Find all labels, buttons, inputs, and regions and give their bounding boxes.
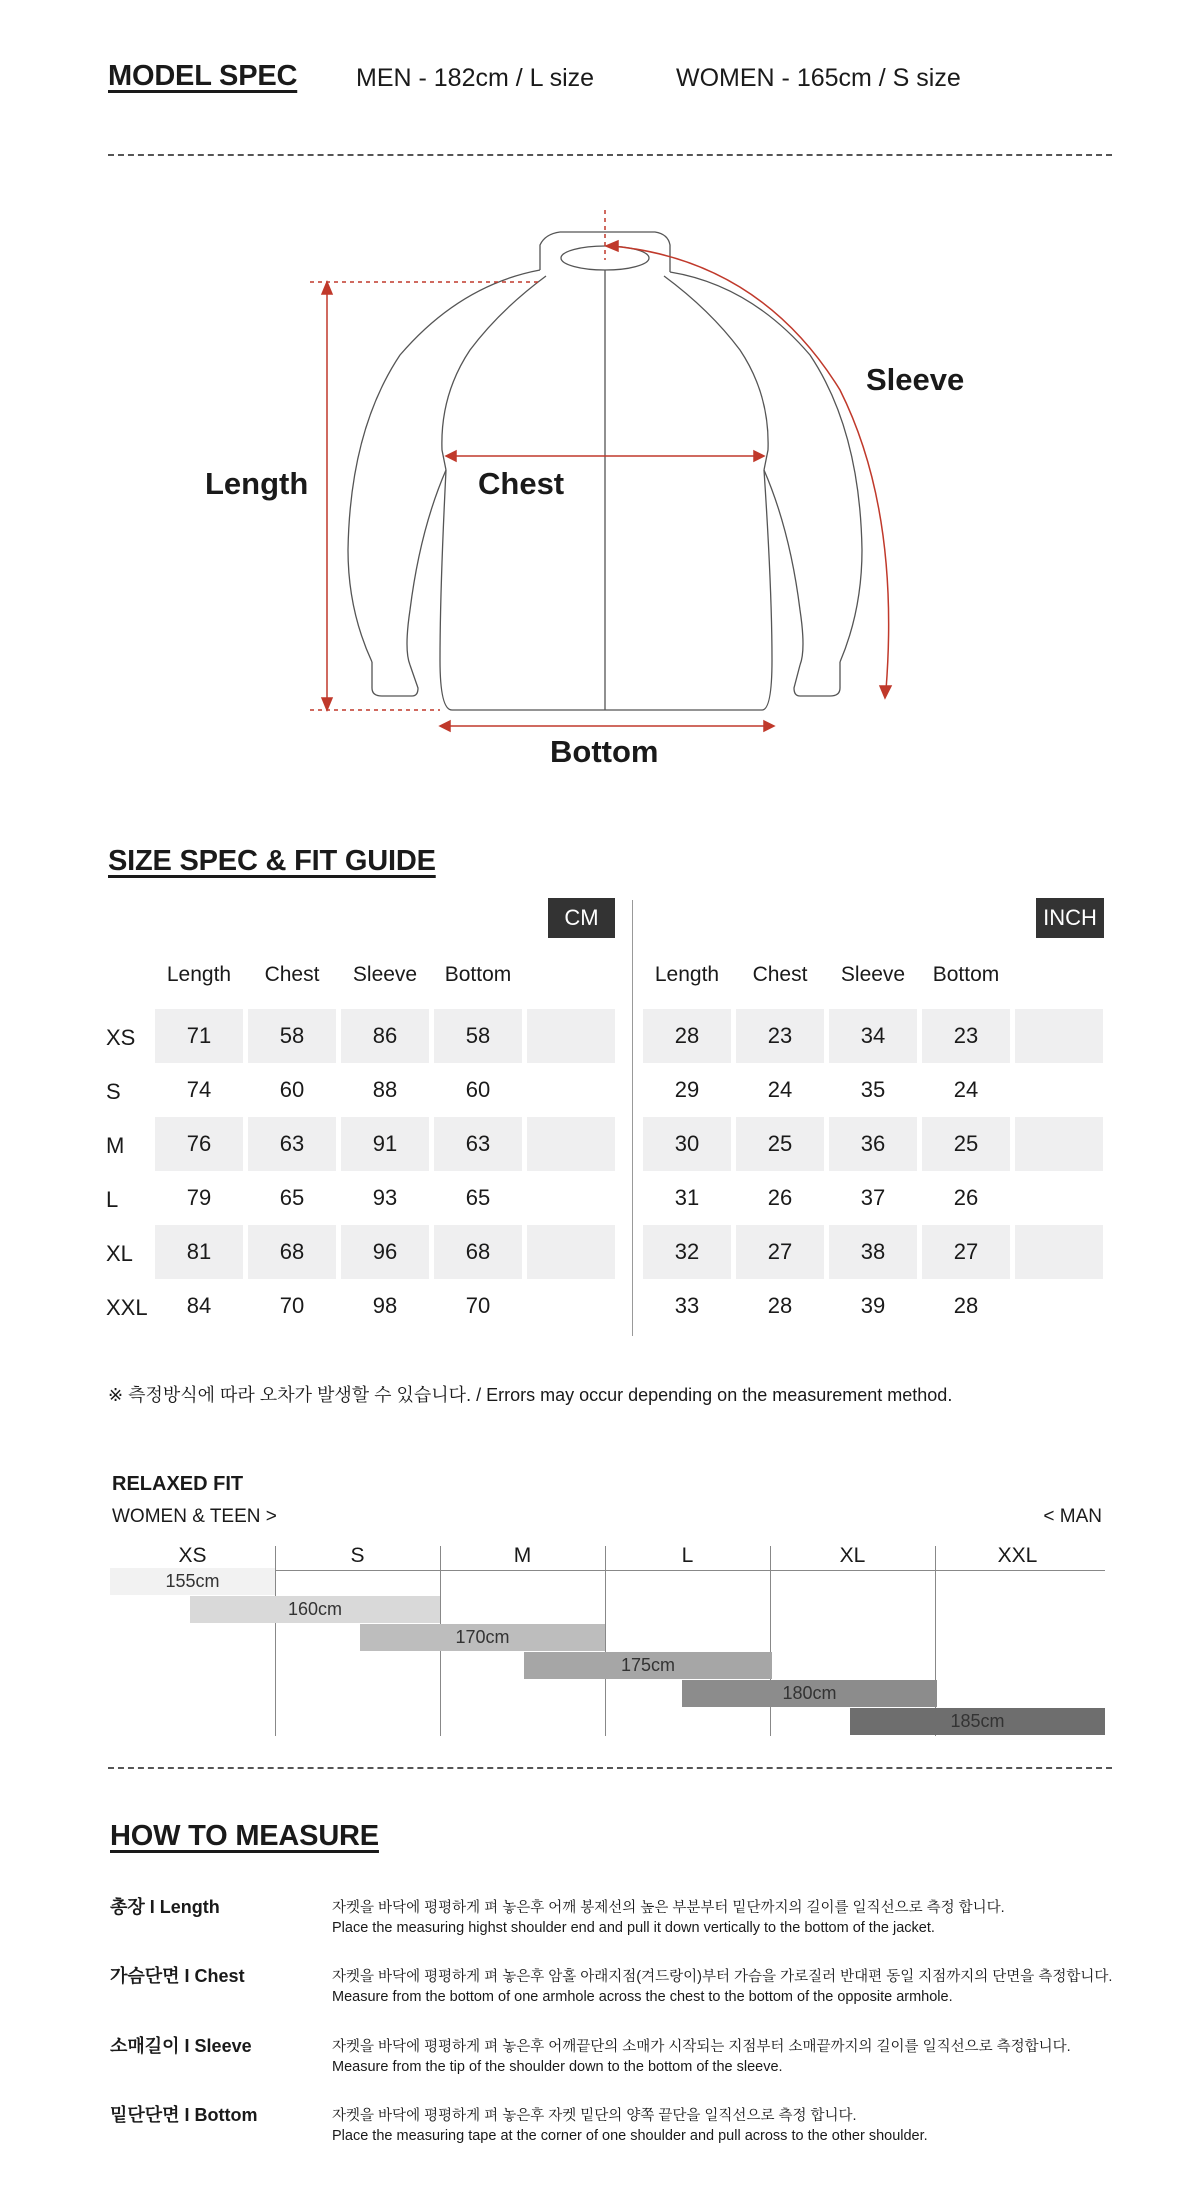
inch-cell: [1015, 1225, 1103, 1279]
cm-cell: 60: [465, 1077, 491, 1102]
fit-right-label: < MAN: [1043, 1506, 1102, 1527]
size-row-label: XXL: [106, 1295, 148, 1320]
inch-cell: 28: [953, 1293, 979, 1318]
cm-cell: 71: [155, 1009, 243, 1063]
cm-cell: 68: [248, 1225, 336, 1279]
diagram-length-label: Length: [205, 466, 309, 501]
inch-cell: 25: [736, 1117, 824, 1171]
jacket-diagram: [0, 190, 1200, 750]
cm-cell: 63: [434, 1117, 522, 1171]
inch-cell: [1015, 1009, 1103, 1063]
cm-cell: 58: [248, 1009, 336, 1063]
cm-cell: 68: [434, 1225, 522, 1279]
inch-cell: 31: [674, 1185, 700, 1210]
size-row-label: S: [106, 1079, 121, 1104]
fit-size-label: XXL: [997, 1544, 1038, 1567]
inch-cell: 39: [860, 1293, 886, 1318]
size-spec-title: SIZE SPEC & FIT GUIDE: [108, 845, 436, 877]
measure-label: 가슴단면 I Chest: [110, 1966, 245, 1986]
divider: [108, 1767, 1112, 1769]
inch-col-header: Bottom: [932, 963, 1000, 986]
table-divider: [632, 900, 633, 1336]
cm-col-header: Sleeve: [352, 963, 418, 986]
size-row-label: XS: [106, 1025, 136, 1050]
cm-cell: 60: [279, 1077, 305, 1102]
cm-cell: 81: [155, 1225, 243, 1279]
cm-cell: 70: [279, 1293, 305, 1318]
measure-desc-en: Place the measuring tape at the corner of one shoulder and pull across to the other shoulder.: [332, 2128, 928, 2144]
fit-height-bar: 175cm: [524, 1652, 772, 1679]
inch-cell: 26: [767, 1185, 793, 1210]
fit-height-bar: 185cm: [850, 1708, 1105, 1735]
measure-desc-ko: 자켓을 바닥에 평평하게 펴 놓은후 어깨끝단의 소매가 시작되는 지점부터 소매끝까지의 길이를 일직선으로 측정합니다.: [332, 2039, 1071, 2055]
cm-col-header: Chest: [264, 963, 320, 986]
inch-cell: 25: [922, 1117, 1010, 1171]
cm-cell: 63: [248, 1117, 336, 1171]
inch-cell: [1015, 1171, 1103, 1225]
cm-cell: 76: [155, 1117, 243, 1171]
cm-cell: 88: [372, 1077, 398, 1102]
inch-cell: 23: [736, 1009, 824, 1063]
inch-cell: 34: [829, 1009, 917, 1063]
cm-cell: [527, 1225, 615, 1279]
size-row-label: L: [106, 1187, 119, 1212]
size-row-label: XL: [106, 1241, 133, 1266]
inch-cell: [1015, 1063, 1103, 1117]
fit-size-label: M: [513, 1544, 532, 1567]
cm-cell: 70: [465, 1293, 491, 1318]
fit-column-line: [770, 1546, 771, 1736]
diagram-sleeve-label: Sleeve: [866, 362, 965, 397]
cm-cell: 65: [465, 1185, 491, 1210]
cm-cell: [527, 1009, 615, 1063]
cm-col-header: Bottom: [444, 963, 512, 986]
model-spec-women: WOMEN - 165cm / S size: [676, 64, 961, 92]
measure-desc-ko: 자켓을 바닥에 평평하게 펴 놓은후 자켓 밑단의 양쪽 끝단을 일직선으로 측정 합니다.: [332, 2108, 857, 2124]
size-row-label: M: [106, 1133, 125, 1158]
cm-badge: CM: [548, 898, 615, 938]
fit-size-label: S: [350, 1544, 365, 1567]
inch-badge: INCH: [1036, 898, 1104, 938]
cm-cell: 98: [372, 1293, 398, 1318]
cm-cell: 86: [341, 1009, 429, 1063]
inch-cell: 28: [643, 1009, 731, 1063]
inch-cell: 36: [829, 1117, 917, 1171]
cm-cell: 79: [186, 1185, 212, 1210]
cm-cell: [527, 1063, 615, 1117]
measure-desc-en: Measure from the bottom of one armhole across the chest to the bottom of the opposite armhole.: [332, 1989, 953, 2005]
fit-left-label: WOMEN & TEEN >: [112, 1506, 277, 1527]
measure-desc-en: Place the measuring highst shoulder end and pull it down vertically to the bottom of the jacket.: [332, 1920, 935, 1936]
fit-column-line: [605, 1546, 606, 1736]
cm-cell: [527, 1279, 615, 1333]
inch-cell: [1015, 1117, 1103, 1171]
inch-cell: 28: [767, 1293, 793, 1318]
cm-cell: 74: [186, 1077, 212, 1102]
fit-size-label: XS: [178, 1544, 207, 1567]
fit-column-line: [275, 1546, 276, 1736]
diagram-chest-label: Chest: [478, 466, 565, 501]
cm-cell: 96: [341, 1225, 429, 1279]
cm-cell: 65: [279, 1185, 305, 1210]
cm-cell: 91: [341, 1117, 429, 1171]
inch-col-header: Sleeve: [840, 963, 906, 986]
measurement-note: ※ 측정방식에 따라 오차가 발생할 수 있습니다. / Errors may occur depending on the measurement method.: [108, 1385, 953, 1405]
measure-desc-ko: 자켓을 바닥에 평평하게 펴 놓은후 암홀 아래지점(겨드랑이)부터 가슴을 가로질러 반대편 동일 지점까지의 단면을 측정합니다.: [332, 1969, 1113, 1985]
fit-height-bar: 155cm: [110, 1568, 275, 1595]
fit-size-label: XL: [839, 1544, 866, 1567]
measure-label: 밑단단면 I Bottom: [110, 2105, 258, 2125]
divider: [108, 154, 1112, 156]
inch-cell: 23: [922, 1009, 1010, 1063]
cm-cell: 58: [434, 1009, 522, 1063]
inch-cell: 33: [674, 1293, 700, 1318]
cm-cell: [527, 1117, 615, 1171]
fit-height-bar: 160cm: [190, 1596, 440, 1623]
cm-cell: [527, 1171, 615, 1225]
measure-desc-ko: 자켓을 바닥에 평평하게 펴 놓은후 어깨 봉제선의 높은 부분부터 밑단까지의 길이를 일직선으로 측정 합니다.: [332, 1900, 1005, 1916]
measure-label: 총장 I Length: [110, 1897, 220, 1917]
inch-cell: 24: [767, 1077, 793, 1102]
inch-cell: [1015, 1279, 1103, 1333]
inch-cell: 30: [643, 1117, 731, 1171]
inch-cell: 32: [643, 1225, 731, 1279]
measure-label: 소매길이 I Sleeve: [110, 2036, 252, 2056]
inch-cell: 27: [922, 1225, 1010, 1279]
inch-cell: 24: [953, 1077, 979, 1102]
fit-height-bar: 170cm: [360, 1624, 605, 1651]
inch-cell: 35: [860, 1077, 886, 1102]
inch-cell: 37: [860, 1185, 886, 1210]
cm-cell: 84: [186, 1293, 212, 1318]
how-to-title: HOW TO MEASURE: [110, 1820, 379, 1852]
diagram-bottom-label: Bottom: [550, 734, 659, 769]
fit-title: RELAXED FIT: [112, 1473, 244, 1495]
model-spec-men: MEN - 182cm / L size: [356, 64, 595, 92]
inch-cell: 29: [674, 1077, 700, 1102]
inch-cell: 38: [829, 1225, 917, 1279]
model-spec-title: MODEL SPEC: [108, 60, 298, 92]
cm-cell: 93: [372, 1185, 398, 1210]
cm-col-header: Length: [166, 963, 232, 986]
fit-height-bar: 180cm: [682, 1680, 937, 1707]
inch-col-header: Chest: [752, 963, 808, 986]
fit-size-label: L: [681, 1544, 694, 1567]
inch-col-header: Length: [654, 963, 720, 986]
inch-cell: 27: [736, 1225, 824, 1279]
inch-cell: 26: [953, 1185, 979, 1210]
measure-desc-en: Measure from the tip of the shoulder down to the bottom of the sleeve.: [332, 2059, 783, 2075]
